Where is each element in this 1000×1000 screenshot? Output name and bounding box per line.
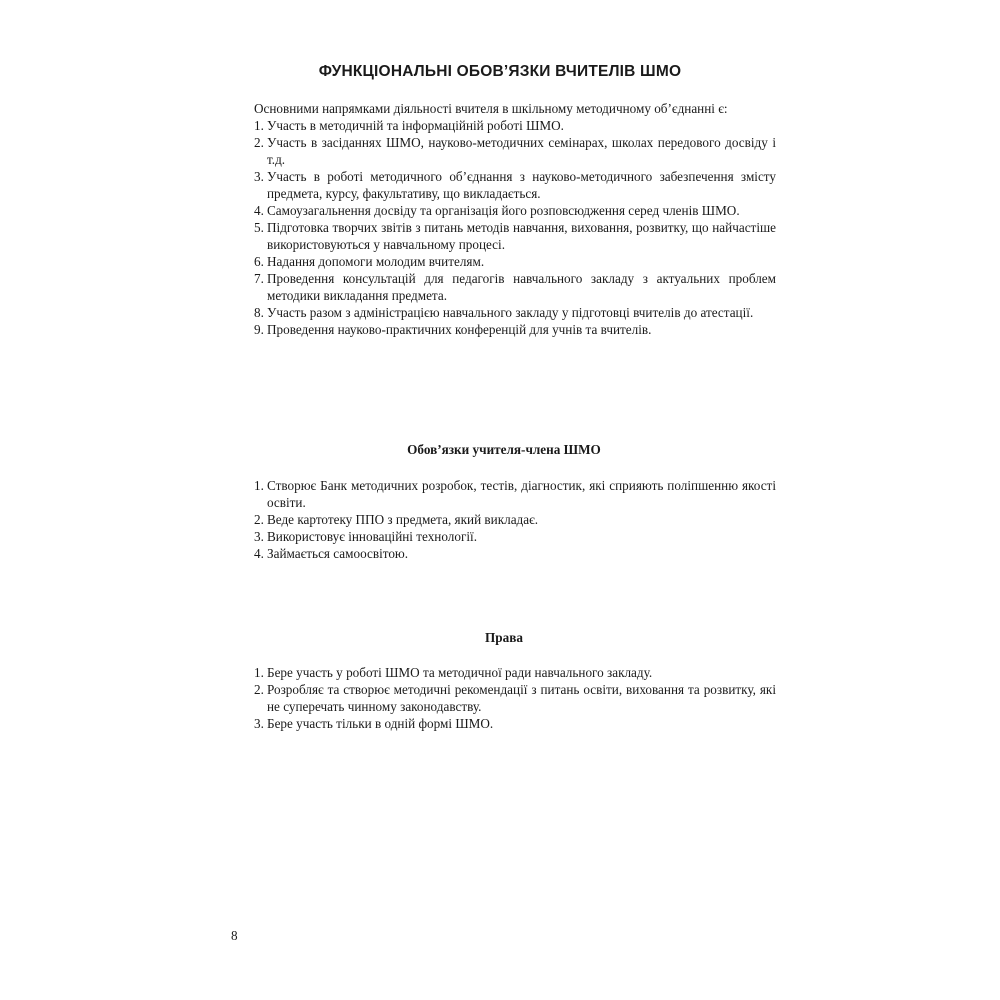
- item-number: 3.: [254, 716, 264, 731]
- list-item: [254, 545, 776, 562]
- item-number: 4.: [254, 203, 264, 218]
- item-text: Створює Банк методичних розробок, тестів, діагностик, які сприяють поліпшенню якості освіти.: [267, 478, 776, 510]
- item-text: Самоузагальнення досвіду та організація його розповсюдження серед членів ШМО.: [267, 203, 740, 218]
- duties-heading: Обов’язки учителя-члена ШМО: [407, 442, 601, 457]
- item-text: Проведення консультацій для педагогів навчального закладу з актуальних проблем методики викладання предмета.: [267, 271, 776, 303]
- page-number: 8: [231, 928, 238, 943]
- list-item: [254, 134, 776, 168]
- item-text: Участь в засіданнях ШМО, науково-методичних семінарах, школах передового досвіду і т.д.: [267, 135, 776, 167]
- list-item: [254, 715, 776, 732]
- list-item: [254, 664, 776, 681]
- functions-list: [254, 117, 776, 338]
- item-number: 3.: [254, 169, 264, 184]
- item-text: Підготовка творчих звітів з питань методів навчання, виховання, розвитку, що найчастіше використовуються у навчальному процесі.: [267, 220, 776, 252]
- item-text: Займається самоосвітою.: [267, 546, 409, 561]
- list-item: [254, 219, 776, 253]
- item-number: 9.: [254, 322, 264, 337]
- item-number: 6.: [254, 254, 264, 269]
- list-item: [254, 681, 776, 715]
- item-text: Веде картотеку ППО з предмета, який викладає.: [267, 512, 539, 527]
- item-text: Бере участь у роботі ШМО та методичної ради навчального закладу.: [267, 665, 653, 680]
- item-text: Участь в методичній та інформаційній роботі ШМО.: [267, 118, 564, 133]
- rights-list: [254, 664, 776, 732]
- item-number: 2.: [254, 512, 264, 527]
- list-item: [254, 202, 776, 219]
- item-text: Участь разом з адміністрацією навчального закладу у підготовці вчителів до атестації.: [267, 305, 754, 320]
- item-text: Розробляє та створює методичні рекомендації з питань освіти, виховання та розвитку, які не суперечать чинному законодавству.: [267, 682, 776, 714]
- item-text: Проведення науково-практичних конференцій для учнів та вчителів.: [267, 322, 652, 337]
- item-text: Бере участь тільки в одній формі ШМО.: [267, 716, 494, 731]
- page-title: ФУНКЦІОНАЛЬНІ ОБОВ’ЯЗКИ ВЧИТЕЛІВ ШМО: [318, 63, 682, 80]
- list-item: [254, 477, 776, 511]
- rights-heading: Права: [485, 630, 523, 645]
- list-item: [254, 117, 776, 134]
- item-number: 5.: [254, 220, 264, 235]
- duties-list: [254, 477, 776, 562]
- item-number: 8.: [254, 305, 264, 320]
- list-item: [254, 304, 776, 321]
- item-number: 2.: [254, 682, 264, 697]
- list-item: [254, 168, 776, 202]
- item-text: Участь в роботі методичного об’єднання з науково-методичного забезпечення змісту предмета, курсу, факультативу, що викладається.: [267, 169, 776, 201]
- item-number: 1.: [254, 478, 264, 493]
- item-number: 3.: [254, 529, 264, 544]
- item-text: Надання допомоги молодим вчителям.: [267, 254, 485, 269]
- list-item: [254, 528, 776, 545]
- item-number: 1.: [254, 665, 264, 680]
- item-number: 4.: [254, 546, 264, 561]
- item-number: 1.: [254, 118, 264, 133]
- list-item: [254, 253, 776, 270]
- list-item: [254, 270, 776, 304]
- item-number: 2.: [254, 135, 264, 150]
- item-number: 7.: [254, 271, 264, 286]
- intro-paragraph: Основними напрямками діяльності вчителя в шкільному методичному об’єднанні є:: [254, 101, 728, 116]
- item-text: Використовує інноваційні технології.: [267, 529, 477, 544]
- list-item: [254, 511, 776, 528]
- list-item: [254, 321, 776, 338]
